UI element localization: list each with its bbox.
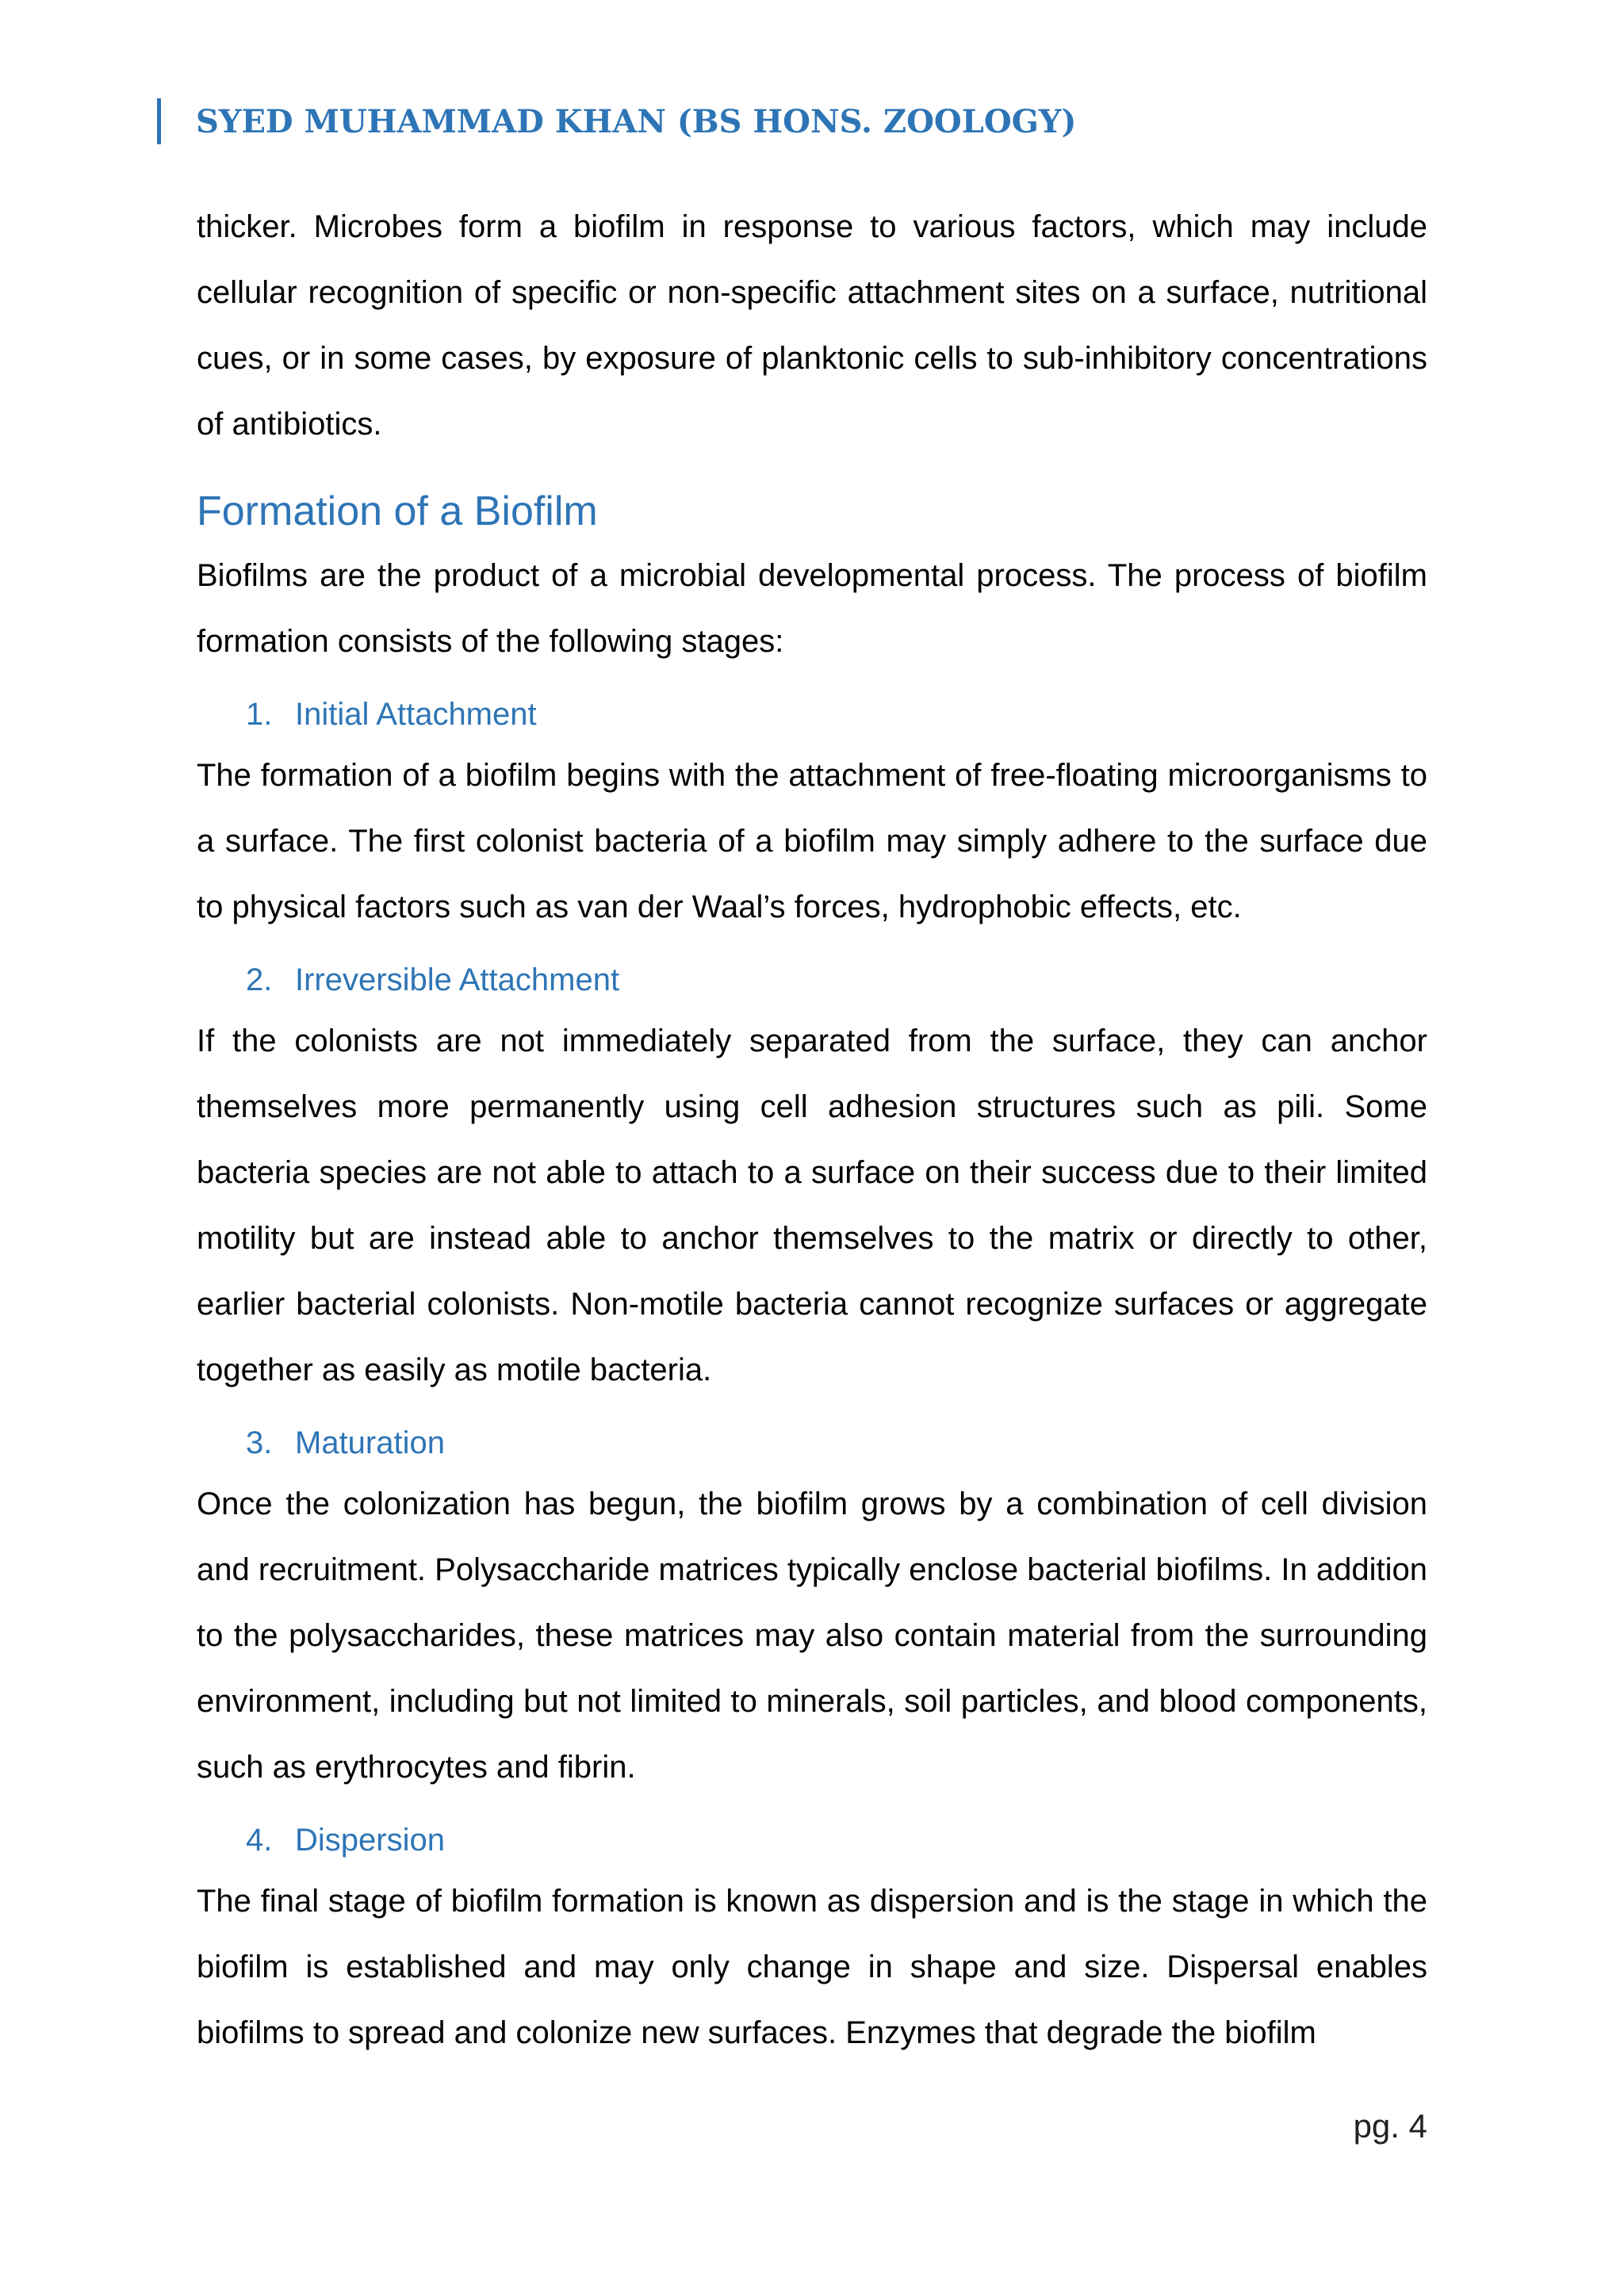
stage-text-2: If the colonists are not immediately separated from the surface, they can anchor themselves more permanently using cell adhesion structures such as pili. Some bacteria species are not able to attach to a surface on their success due to their limited motility but are instead able to anchor themselves to the matrix or directly to other, earlier bacterial colonists. Non-motile bacteria cannot recognize surfaces or aggregate together as easily as motile bacteria. — [197, 1024, 1427, 1387]
stage-heading-4 — [197, 1812, 1427, 1869]
stage-title: Initial Attachment — [295, 697, 537, 732]
page-number: pg. 4 — [1353, 2107, 1427, 2145]
stage-text-4: The final stage of biofilm formation is known as dispersion and is the stage in which the biofilm is established and may only change in shape and size. Dispersal enables biofilms to spread and colonize new surfaces. Enzymes that degrade the biofilm — [197, 1884, 1427, 2050]
stage-number: 4. — [246, 1823, 273, 1858]
stage-title: Irreversible Attachment — [295, 962, 620, 997]
stage-heading-1 — [197, 686, 1427, 743]
stage-heading-3 — [197, 1414, 1427, 1471]
stage-text-1: The formation of a biofilm begins with the attachment of free-floating microorganisms to a surface. The first colonist bacteria of a biofilm may simply adhere to the surface due to physical factors such as van der Waal’s forces, hydrophobic effects, etc. — [197, 758, 1427, 924]
stage-number: 3. — [246, 1425, 273, 1460]
header-accent-bar — [157, 98, 161, 144]
stage-number: 1. — [246, 697, 273, 732]
header-title: SYED MUHAMMAD KHAN (BS HONS. ZOOLOGY) — [196, 102, 1077, 140]
section-heading: Formation of a Biofilm — [197, 488, 598, 534]
stage-heading-2 — [197, 951, 1427, 1008]
section-intro: Biofilms are the product of a microbial developmental process. The process of biofilm formation consists of the following stages: — [197, 558, 1427, 659]
intro-paragraph: thicker. Microbes form a biofilm in response to various factors, which may include cellular recognition of specific or non-specific attachment sites on a surface, nutritional cues, or in some cases, by exposure of planktonic cells to sub-inhibitory concentrations of antibiotics. — [197, 209, 1427, 442]
document-body — [197, 194, 1427, 2066]
stage-text-3: Once the colonization has begun, the biofilm grows by a combination of cell division and recruitment. Polysaccharide matrices typically enclose bacterial biofilms. In addition to the polysaccharides, these matrices may also contain material from the surrounding environment, including but not limited to minerals, soil particles, and blood components, such as erythrocytes and fibrin. — [197, 1487, 1427, 1785]
stage-title: Maturation — [295, 1425, 445, 1460]
stage-title: Dispersion — [295, 1823, 445, 1858]
stage-number: 2. — [246, 962, 273, 997]
page-header — [157, 98, 1076, 144]
